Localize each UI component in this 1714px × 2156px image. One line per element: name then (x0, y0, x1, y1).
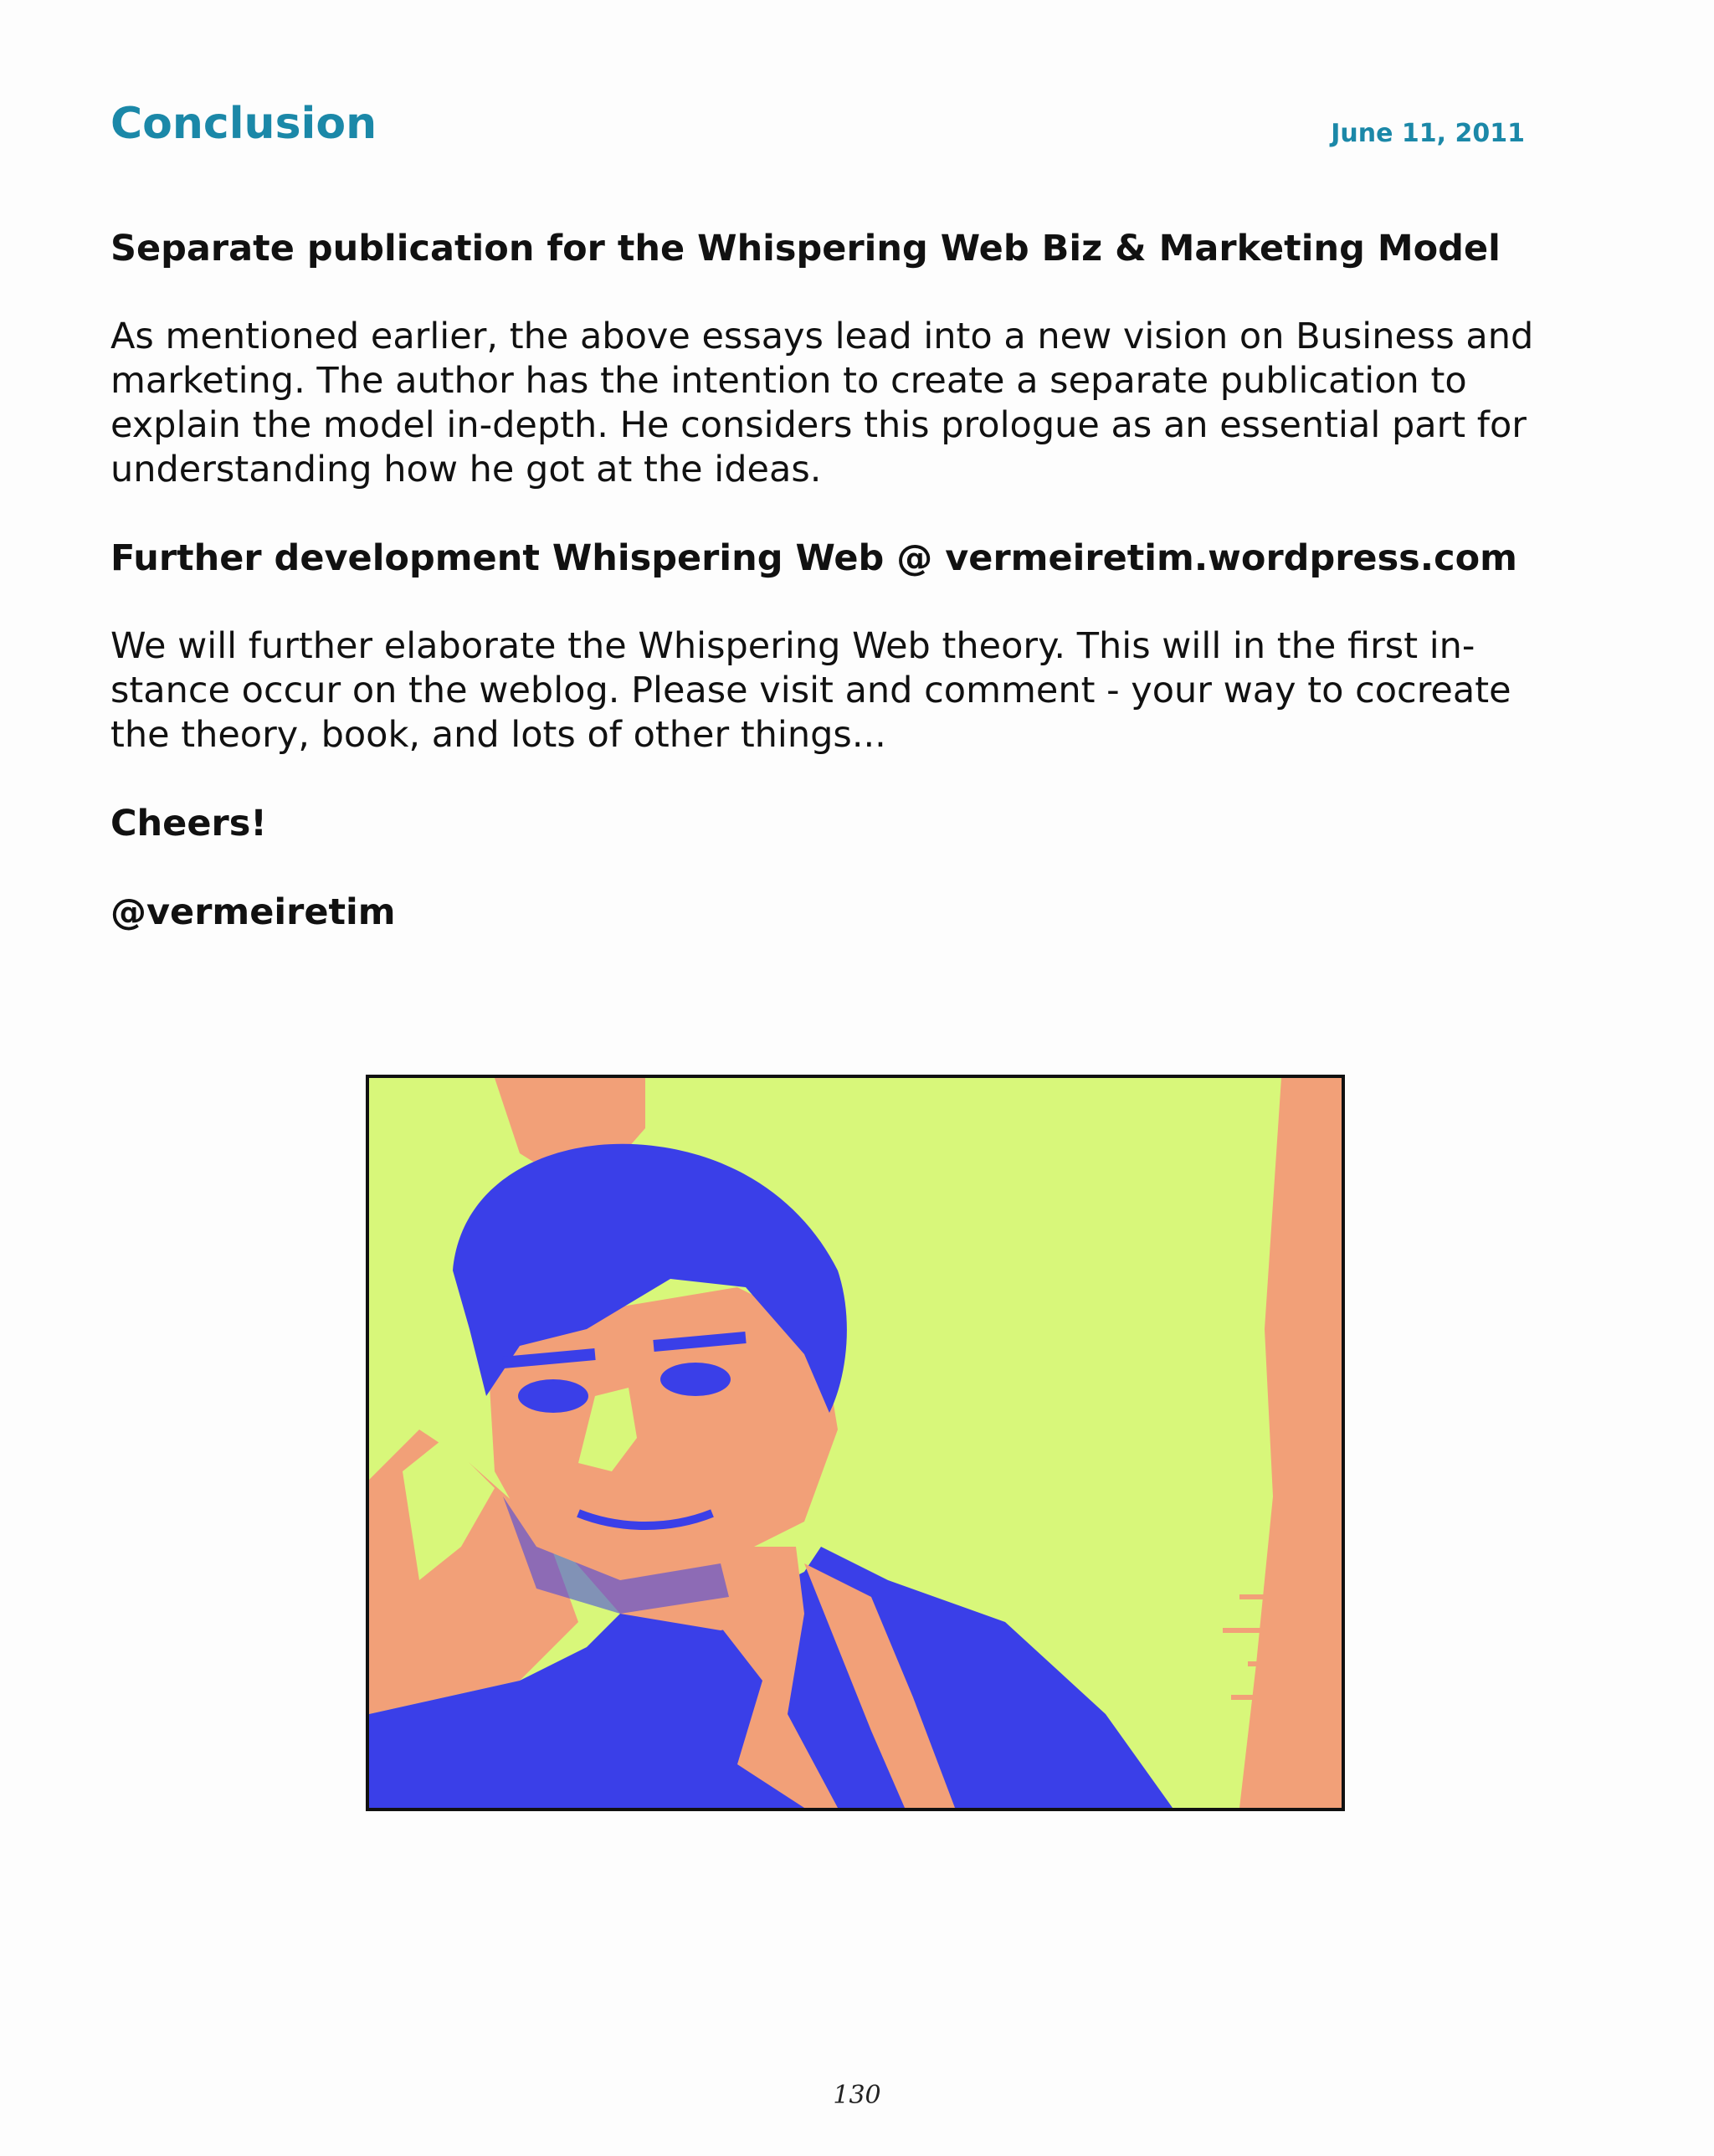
paragraph-line: We will further elaborate the Whispering Web theory. This will in the first in- (110, 625, 1475, 667)
paragraph-line: understanding how he got at the ideas. (110, 449, 822, 490)
spacer (110, 757, 1583, 801)
page-title: Conclusion (110, 99, 377, 149)
spacer (110, 271, 1583, 315)
paragraph-line: As mentioned earlier, the above essays lead into a new vision on Business and (110, 316, 1534, 357)
section-heading-development: Further development Whispering Web @ vermeiretim.wordpress.com (110, 537, 1517, 579)
spacer (110, 492, 1583, 536)
photo-left-eyebrow (503, 1354, 595, 1363)
portrait-illustration (369, 1078, 1342, 1808)
page-date: June 11, 2011 (1331, 119, 1525, 148)
photo-left-eye (518, 1379, 588, 1413)
spacer (110, 846, 1583, 890)
paragraph-publication (110, 315, 1583, 492)
page-header (110, 99, 1525, 157)
paragraph-line: the theory, book, and lots of other things... (110, 714, 886, 756)
photo-right-eye (660, 1363, 731, 1396)
paragraph-line: explain the model in-depth. He considers this prologue as an essential part for (110, 404, 1527, 446)
section-heading-publication: Separate publication for the Whispering Web Biz & Marketing Model (110, 228, 1501, 270)
photo-right-eyebrow (654, 1337, 746, 1346)
page-content (110, 226, 1583, 935)
page-number: 130 (833, 2081, 881, 2110)
spacer (110, 581, 1583, 624)
author-handle: @vermeiretim (110, 891, 396, 933)
portrait-photo (366, 1075, 1345, 1811)
paragraph-line: marketing. The author has the intention to create a separate publication to (110, 360, 1467, 402)
paragraph-development (110, 624, 1583, 757)
closing-text: Cheers! (110, 803, 267, 844)
paragraph-line: stance occur on the weblog. Please visit and comment - your way to cocreate (110, 670, 1511, 711)
